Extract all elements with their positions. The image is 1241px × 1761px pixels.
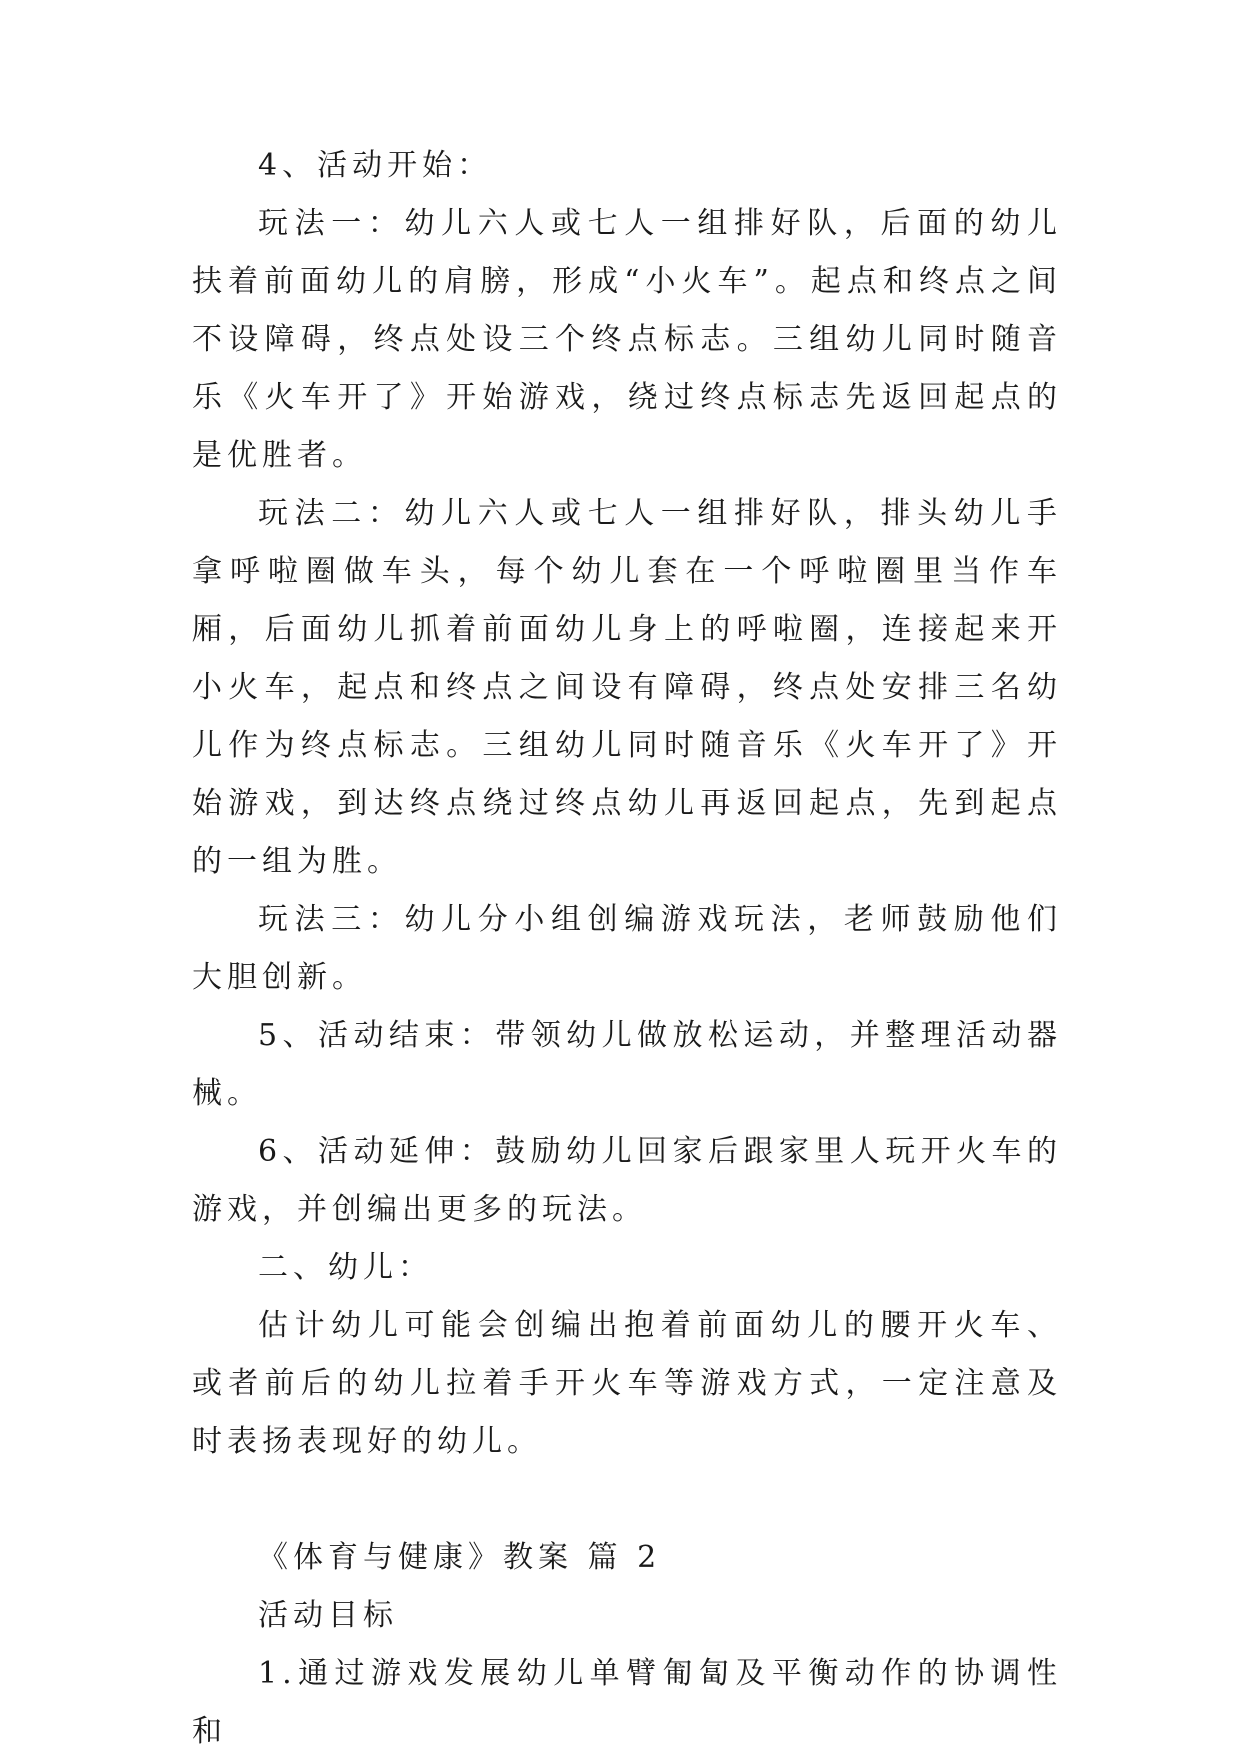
paragraph-play-method-3: 玩法三：幼儿分小组创编游戏玩法，老师鼓励他们大胆创新。: [192, 902, 1062, 995]
paragraph-play-method-1: 玩法一：幼儿六人或七人一组排好队，后面的幼儿扶着前面幼儿的肩膀，形成“小火车”。起点和终点之间不设障碍，终点处设三个终点标志。三组幼儿同时随音乐《火车开了》开始游戏，绕过终点标志先返回起点的是优胜者。: [192, 206, 1062, 473]
document-body: [192, 137, 1062, 1761]
section-subheading: 活动目标: [258, 1598, 398, 1633]
paragraph-activity-extension: 6、活动延伸：鼓励幼儿回家后跟家里人玩开火车的游戏，并创编出更多的玩法。: [192, 1134, 1062, 1227]
paragraph-activity-end: 5、活动结束：带领幼儿做放松运动，并整理活动器械。: [192, 1018, 1062, 1111]
paragraph-section-children: 二、幼儿：: [258, 1250, 433, 1285]
paragraph-play-method-2: 玩法二：幼儿六人或七人一组排好队，排头幼儿手拿呼啦圈做车头，每个幼儿套在一个呼啦圈里当作车厢，后面幼儿抓着前面幼儿身上的呼啦圈，连接起来开小火车，起点和终点之间设有障碍，终点处安排三名幼儿作为终点标志。三组幼儿同时随音乐《火车开了》开始游戏，到达终点绕过终点幼儿再返回起点，先到起点的一组为胜。: [192, 496, 1062, 879]
paragraph-children-estimate: 估计幼儿可能会创编出抱着前面幼儿的腰开火车、或者前后的幼儿拉着手开火车等游戏方式，一定注意及时表扬表现好的幼儿。: [192, 1308, 1062, 1459]
paragraph-activity-start: 4、活动开始：: [258, 148, 493, 183]
paragraph-goal-1: 1.通过游戏发展幼儿单臂匍匐及平衡动作的协调性和: [192, 1656, 1062, 1749]
section-heading: 《体育与健康》教案 篇 2: [258, 1540, 662, 1575]
section-gap: [192, 1471, 1062, 1529]
